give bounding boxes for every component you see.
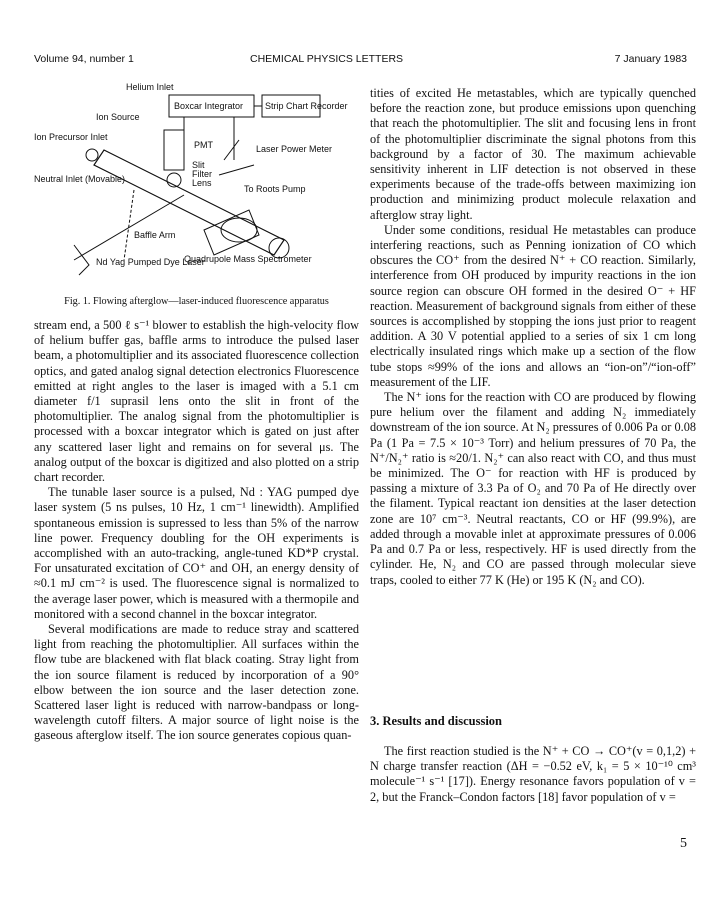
filter-label: Filter: [192, 169, 212, 179]
figure-caption: Fig. 1. Flowing afterglow—laser-induced fluorescence apparatus: [64, 296, 329, 307]
apparatus-figure: [34, 80, 359, 285]
journal-header: CHEMICAL PHYSICS LETTERS: [250, 53, 404, 65]
flow-tube: [94, 150, 284, 255]
pmt-label: PMT: [194, 140, 213, 150]
section-heading: 3. Results and discussion: [370, 714, 502, 728]
ion-source-label: Ion Source: [96, 112, 140, 122]
right-column: [370, 86, 696, 588]
baffle-arm-label: Baffle Arm: [134, 230, 176, 240]
lens-label: Lens: [192, 178, 212, 188]
laser-power-label: Laser Power Meter: [256, 144, 333, 154]
left-paragraph-1: stream end, a 500 ℓ s⁻¹ blower to establish the high-velocity flow of helium buffer gas, baffle arms to introduce the pulsed laser beam, a photomultiplier and its associated fluorescence collection optics, and gated analog signal detection electronics Fluorescence emitted at right angles to the laser is imaged with a 5.1 cm diameter f/1 suprasil lens onto the slit in front of the photomultiplier. The analog signal from the photomultiplier is processed with a boxcar integrator which is gated on just after any scattered laser light and remains on for several μs. The analog output of the boxcar is digitized and also plotted on a strip chart recorder.: [34, 318, 359, 485]
left-paragraph-3: Several modifications are made to reduce stray and scattered light from reaching the photomultiplier. All surfaces within the flow tube are blackened with flat black coating. Stray light from the ion source filament is reduced by incorporation of a 90° elbow between the ion source and the laser detection zone. Scattered laser light is reduced with narrow-bandpass or long-wavelength cutoff filters. A major source of light noise is the gaseous afterglow itself. The ion source generates copious quan-: [34, 622, 359, 743]
neutral-inlet-label: Neutral Inlet (Movable): [34, 174, 126, 184]
right-paragraph-1: tities of excited He metastables, which are typically quenched before the reaction zone, but produce emissions upon quenching that reach the photomultiplier. The slit and focusing lens in front of the photomultiplier discriminate the signal photons from this background by a factor of 30. The maximum achievable sensitivity inherent in LIF detection is not observed in these experiments because of the trade-offs between maximizing ion production and minimizing product molecule relaxation and afterglow stray light.: [370, 86, 696, 222]
results-text: [370, 744, 696, 805]
boxcar-label: Boxcar Integrator: [174, 101, 244, 111]
helium-inlet-label: Helium Inlet: [126, 82, 174, 92]
roots-pump-label: To Roots Pump: [244, 184, 306, 194]
left-column: [34, 318, 359, 744]
dye-laser-label: Nd Yag Pumped Dye Laser: [96, 257, 205, 267]
date-header: 7 January 1983: [614, 53, 687, 65]
results-paragraph: The first reaction studied is the N⁺ + CO → CO⁺(v = 0,1,2) + N charge transfer reaction (ΔH = −0.52 eV, k₁ = 5 × 10⁻¹⁰ cm³ molecule⁻¹ s⁻¹ [17]). Energy resonance favors population of v = 2, but the Franck–Condon factors [18] favor population of v =: [370, 744, 696, 804]
quadrupole-shape: [221, 218, 257, 242]
left-paragraph-2: The tunable laser source is a pulsed, Nd : YAG pumped dye laser system (5 ns pulses, 10 Hz, 1 cm⁻¹ linewidth). Amplified spontaneous emission is supressed to less than 5% of the narrow line power. Frequency doubling for the OH experiments is accomplished with an auto-tracking, angle-tuned KD*P crystal. For unsaturated excitation of CO⁺ and OH, an energy density of ≈0.1 mJ cm⁻² is used. The fluorescence signal is normalized to the average laser power, which is measured with a thermopile and monitored with a second channel in the boxcar integrator.: [34, 485, 359, 621]
ion-precursor-label: Ion Precursor Inlet: [34, 132, 108, 142]
quadrupole-label: Quadrupole Mass Spectrometer: [184, 254, 312, 264]
volume-header: Volume 94, number 1: [34, 53, 134, 65]
right-paragraph-3: The N⁺ ions for the reaction with CO are produced by flowing pure helium over the filament and adding N₂ immediately downstream of the ion source. At N₂ pressures of 0.006 Pa or 0.08 Pa (1 Pa = 7.5 × 10⁻³ Torr) and helium pressures of 70 Pa, the N⁺/N₂⁺ ratio is ≈20/1. N₂⁺ can also react with CO, and thus must be minimized. The O⁻ for reaction with HF is produced by passing a mixture of 3.3 Pa of O₂ and 70 Pa of He directly over the filament. Typical reactant ion densities at the laser detection zone are 10⁷ cm⁻³. Neutral reactants, CO or HF (99.9%), are added through a movable inlet at approximate pressures of 0.006 Pa and 0.7 Pa or less, respectively. HF is used directly from the cylinder. He, N₂ and CO are passed through molecular sieve traps, cooled to either 77 K (He) or 195 K (N₂ and CO).: [370, 390, 696, 587]
pmt-shape: [164, 130, 184, 170]
strip-chart-label: Strip Chart Recorder: [265, 101, 348, 111]
slit-label: Slit: [192, 160, 205, 170]
right-paragraph-2: Under some conditions, residual He metastables can produce interfering reactions, such as Penning ionization of CO which obscures the CO⁺ from the desired N⁺ + CO reaction. Similarly, interference from OH produced by impurity reactions in the ion source region can obscure OH formed in the desired O⁻ + HF reaction. Measurement of background signals from either of these sources is accomplished by stopping the ions just prior to reagent addition. A 30 V potential applied to a series of six 1 cm long electrically insulated rings which make up a section of the flow tube stops ≈99% of the ions and allows an “ion-on”/“ion-off” measurement of the LIF.: [370, 222, 696, 389]
page-number: 5: [680, 836, 687, 851]
